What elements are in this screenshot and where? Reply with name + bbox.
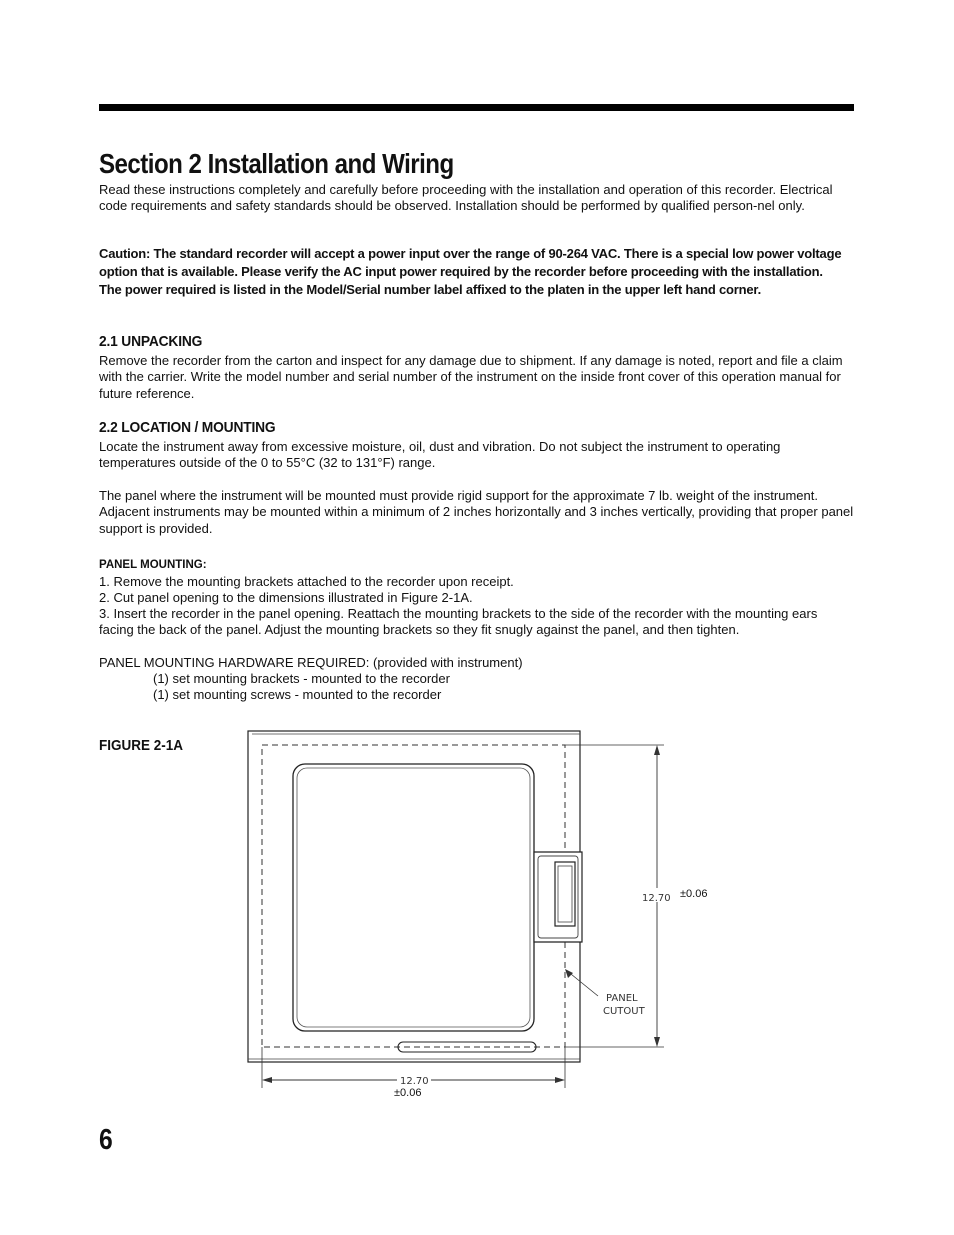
hardware-item: (1) set mounting screws - mounted to the recorder: [153, 687, 442, 702]
vertical-dimension-value: 12.70: [642, 893, 671, 904]
unpacking-heading: 2.1 UNPACKING: [99, 333, 203, 350]
hardware-heading: PANEL MOUNTING HARDWARE REQUIRED: (provided with instrument): [99, 655, 523, 670]
vertical-dimension-tolerance: ±0.06: [680, 888, 708, 900]
caution-paragraph: Caution: The standard recorder will accept a power input over the range of 90-264 VAC. There is a special low power voltage option that is available. Please verify the AC input power required by the recorder before proceeding with the installation. The power required is listed in the Model/Serial number label affixed to the platen in the upper left hand corner.: [99, 246, 842, 297]
chart-window: [293, 764, 534, 1031]
location-text-1: Locate the instrument away from excessive moisture, oil, dust and vibration. Do not subject the instrument to operating temperatures outside of the 0 to 55°C (32 to 131°F) range.: [99, 439, 781, 471]
page-number: 6: [99, 1124, 113, 1156]
location-text-2: The panel where the instrument will be mounted must provide rigid support for the approximate 7 lb. weight of the instrument. Adjacent instruments may be mounted within a minimum of 2 inches horizontally and 3 inches vertically, providing that proper panel support is provided.: [99, 488, 854, 536]
panel-mounting-step: 1. Remove the mounting brackets attached to the recorder upon receipt.: [99, 574, 514, 589]
panel-mounting-step: 3. Insert the recorder in the panel opening. Reattach the mounting brackets to the side of the recorder with the mounting ears facing the back of the panel. Adjust the mounting brackets so they fit snugly against the panel, and then tighten.: [99, 606, 818, 638]
unpacking-text: Remove the recorder from the carton and inspect for any damage due to shipment. If any damage is noted, report and file a claim with the carrier. Write the model number and serial number of the instrument on the inside front cover of this operation manual for future reference.: [99, 353, 843, 401]
intro-paragraph: Read these instructions completely and carefully before proceeding with the installation and operation of this recorder. Electrical code requirements and safety standards should be observed. Installation should be performed by qualified person-nel only.: [99, 182, 833, 214]
page-title: Section 2 Installation and Wiring: [99, 148, 454, 179]
horizontal-dimension-tolerance: ±0.06: [394, 1087, 422, 1099]
horizontal-dimension-value: 12.70: [400, 1076, 429, 1087]
panel-mounting-heading: PANEL MOUNTING:: [99, 559, 207, 571]
hardware-item: (1) set mounting brackets - mounted to the recorder: [153, 671, 450, 686]
panel-mounting-step: 2. Cut panel opening to the dimensions illustrated in Figure 2-1A.: [99, 590, 473, 605]
callout-label: PANEL: [606, 993, 638, 1004]
location-heading: 2.2 LOCATION / MOUNTING: [99, 419, 276, 436]
panel-cutout-outline: [262, 745, 565, 1047]
callout-label: CUTOUT: [603, 1006, 645, 1017]
figure-label: FIGURE 2-1A: [99, 737, 184, 754]
